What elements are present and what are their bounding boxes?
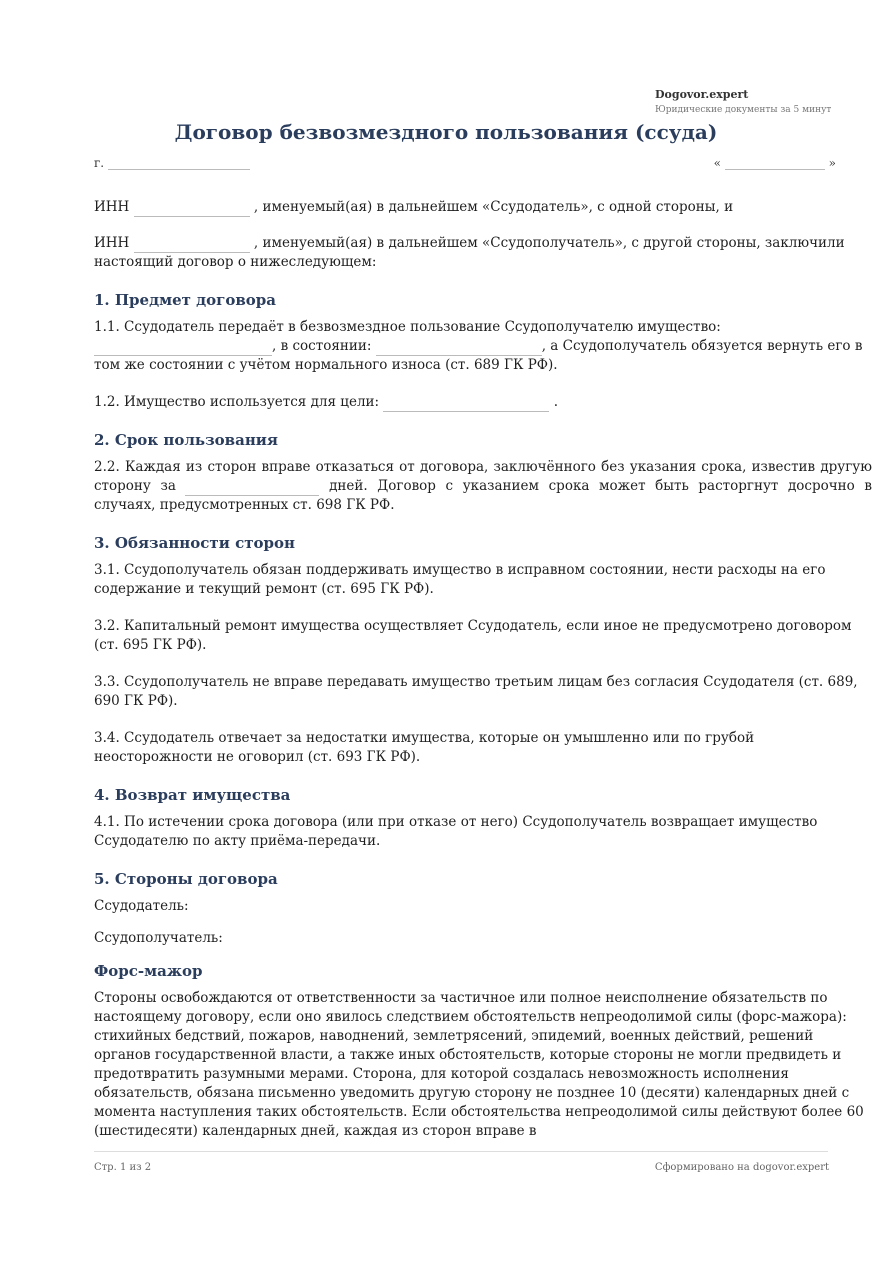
footer-divider: [94, 1151, 828, 1152]
document-title: Договор безвозмездного пользования (ссуда): [174, 120, 718, 144]
document-body: [94, 198, 872, 1141]
condition-blank[interactable]: [376, 342, 542, 356]
party-lender-text: , именуемый(ая) в дальнейшем «Ссудодатель», с одной стороны, и: [253, 199, 734, 215]
section-heading-3: 3. Обязанности сторон: [94, 534, 295, 552]
clause-2-2: [94, 458, 872, 515]
clause-1-2-text-b: .: [553, 394, 558, 410]
clause-1-1-text-a: 1.1. Ссудодатель передаёт в безвозмездное пользование Ссудополучателю имущество:: [94, 319, 721, 335]
clause-3-2: 3.2. Капитальный ремонт имущества осуществляет Ссудодатель, если иное не предусмотрено договором (ст. 695 ГК РФ).: [94, 618, 852, 653]
lender-inn-blank[interactable]: [134, 203, 250, 217]
city-blank[interactable]: [108, 156, 250, 170]
section-heading-1: 1. Предмет договора: [94, 291, 276, 309]
clause-1-2: [94, 393, 872, 412]
clause-3-4: 3.4. Ссудодатель отвечает за недостатки имущества, которые он умышленно или по грубой неосторожности не оговорил (ст. 693 ГК РФ).: [94, 730, 755, 765]
lender-signature-label: Ссудодатель:: [94, 898, 189, 914]
brand-tagline: Юридические документы за 5 минут: [655, 105, 832, 115]
city-prefix: г.: [94, 156, 105, 170]
clause-1-1-text-c: , а Ссудополучатель обязуется вернуть его в том же состоянии с учётом нормального износа (ст. 689 ГК РФ).: [94, 338, 863, 373]
section-heading-2: 2. Срок пользования: [94, 431, 279, 449]
clause-1-1-text-b: , в состоянии:: [272, 338, 372, 354]
party-borrower: [94, 234, 872, 272]
clause-3-3: 3.3. Ссудополучатель не вправе передавать имущество третьим лицам без согласия Ссудодателя (ст. 689, 690 ГК РФ).: [94, 674, 858, 709]
borrower-signature-label: Ссудополучатель:: [94, 930, 223, 946]
date-field: [714, 156, 836, 170]
borrower-inn-blank[interactable]: [134, 239, 250, 253]
page-number: Стр. 1 из 2: [94, 1162, 152, 1173]
clause-1-2-text-a: 1.2. Имущество используется для цели:: [94, 394, 380, 410]
clause-1-1: [94, 318, 872, 375]
city-field: [94, 156, 250, 170]
inn-label: ИНН: [94, 199, 130, 215]
date-open-quote: «: [713, 156, 721, 170]
clause-3-1: 3.1. Ссудополучатель обязан поддерживать имущество в исправном состоянии, нести расходы на его содержание и текущий ремонт (ст. 695 ГК РФ).: [94, 562, 826, 597]
brand-block: [655, 88, 831, 118]
purpose-blank[interactable]: [383, 398, 549, 412]
section-heading-5: 5. Стороны договора: [94, 870, 278, 888]
party-lender: [94, 198, 872, 217]
brand-name: Dogovor.expert: [655, 88, 749, 101]
footer-generated: Сформировано на dogovor.expert: [654, 1162, 829, 1173]
section-heading-force-majeure: Форс-мажор: [94, 962, 203, 980]
party-borrower-text: , именуемый(ая) в дальнейшем «Ссудополучатель», с другой стороны, заключили настоящий договор о нижеследующем:: [94, 235, 845, 270]
force-majeure-text: Стороны освобождаются от ответственности за частичное или полное неисполнение обязательств по настоящему договору, если оно явилось следствием обстоятельств непреодолимой силы (форс-мажора): стихийных бедствий, пожаров, наводнений, землетрясений, эпидемий, военных действий, решений органов государственной власти, а также иных обстоятельств, которые стороны не могли предвидеть и предотвратить разумными мерами. Сторона, для которой создалась невозможность исполнения обязательств, обязана письменно уведомить другую сторону не позднее 10 (десяти) календарных дней с момента наступления таких обстоятельств. Если обстоятельства непреодолимой силы действуют более 60 (шестидесяти) календарных дней, каждая из сторон вправе в: [94, 990, 864, 1139]
inn-label: ИНН: [94, 235, 130, 251]
date-close-quote: »: [828, 156, 836, 170]
date-blank[interactable]: [725, 156, 825, 170]
clause-2-2-text-a: 2.2. Каждая из сторон вправе отказаться от договора, заключённого без указания срока, известив другую сторону за: [94, 459, 872, 494]
clause-4-1: 4.1. По истечении срока договора (или при отказе от него) Ссудополучатель возвращает имущество Ссудодателю по акту приёма-передачи.: [94, 814, 818, 849]
section-heading-4: 4. Возврат имущества: [94, 786, 291, 804]
property-blank[interactable]: [94, 342, 272, 356]
clause-2-2-text-b: дней. Договор с указанием срока может быть расторгнут досрочно в случаях, предусмотренных ст. 698 ГК РФ.: [94, 478, 872, 513]
notice-days-blank[interactable]: [185, 482, 319, 496]
